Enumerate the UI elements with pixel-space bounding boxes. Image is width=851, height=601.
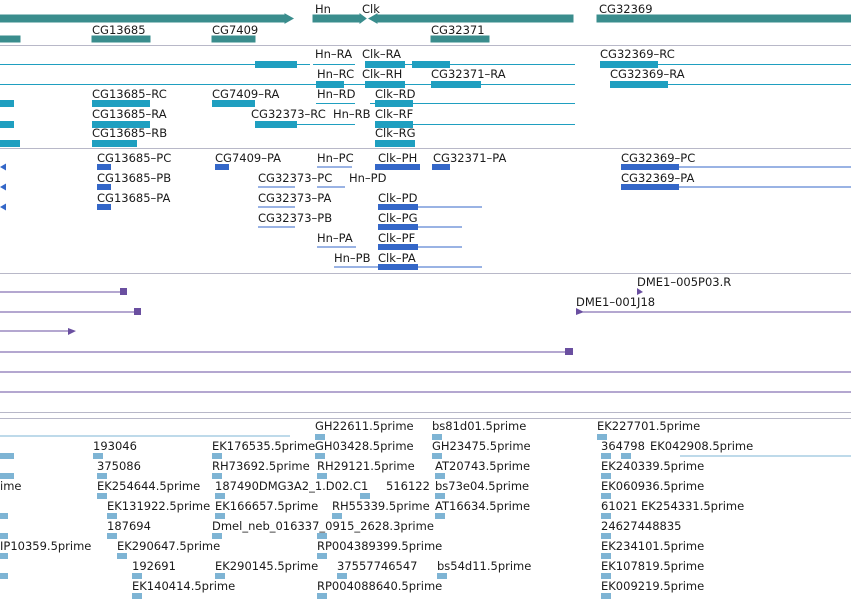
exon-block <box>0 121 14 128</box>
feature-label: 192691 <box>132 559 176 573</box>
exon-block <box>255 121 297 128</box>
feature-label: Hn–RA <box>315 47 353 61</box>
strand-arrow-icon <box>0 204 6 211</box>
feature-label: RH73692.5prime <box>212 459 310 473</box>
feature-label: EK060936.5prime <box>601 479 705 493</box>
feature-label: bs73e04.5prime <box>435 479 530 493</box>
feature-label: DME1–005P03.R <box>637 275 732 289</box>
feature-label: bs54d11.5prime <box>437 559 532 573</box>
feature-label: CG32373–PC <box>258 171 333 185</box>
feature-label: CG13685–PA <box>97 191 171 205</box>
feature-label: RP004088640.5prime <box>317 579 443 593</box>
feature-label: CG13685–PB <box>97 171 172 185</box>
feature-label: Hn–PA <box>317 231 353 245</box>
gene-feature[interactable] <box>0 15 285 22</box>
feature-label: Clk–RD <box>375 87 416 101</box>
est-block <box>132 593 142 599</box>
feature-label: EK254644.5prime <box>97 479 201 493</box>
feature-label: 193046 <box>93 439 137 453</box>
feature-label: GH03428.5prime <box>315 439 414 453</box>
clone-track[interactable] <box>0 288 851 392</box>
feature-label: 364798 <box>601 439 645 453</box>
feature-label: RP004389399.5prime <box>317 539 443 553</box>
clone-labels <box>576 275 731 309</box>
exon-block <box>375 100 413 107</box>
feature-label: AT20743.5prime <box>435 459 531 473</box>
feature-label: EK254331.5prime <box>641 499 745 513</box>
exon-block <box>610 81 668 88</box>
feature-label: Clk–RG <box>375 126 416 140</box>
feature-label: EK240339.5prime <box>601 459 705 473</box>
clone-end-marker <box>134 308 141 315</box>
est-block <box>97 493 107 499</box>
feature-label: GH22611.5prime <box>315 419 414 433</box>
feature-label: EK140414.5prime <box>132 579 236 593</box>
feature-label: Hn <box>315 2 331 16</box>
feature-label: Hn–RD <box>317 87 356 101</box>
feature-label: EK166657.5prime <box>215 499 319 513</box>
transcript-labels <box>92 47 685 140</box>
feature-label: Hn–PB <box>334 251 371 265</box>
feature-label: CG32369–PA <box>621 171 695 185</box>
gene-feature-cg32369[interactable] <box>597 15 851 22</box>
feature-label: Hn–PD <box>349 171 387 185</box>
est-block <box>0 553 8 559</box>
feature-label: RH55339.5prime <box>332 499 430 513</box>
exon-block <box>212 100 255 107</box>
est-block <box>317 553 327 559</box>
feature-label: CG13685–PC <box>97 151 172 165</box>
feature-label: CG32373–RC <box>251 107 326 121</box>
est-block <box>117 553 127 559</box>
clone-end-marker <box>68 328 76 335</box>
feature-label: CG32373–PB <box>258 211 333 225</box>
est-block <box>107 533 117 539</box>
feature-label: Hn–RB <box>333 107 371 121</box>
feature-label: CG13685 <box>92 23 146 37</box>
feature-label: CG13685–RB <box>92 126 168 140</box>
feature-label: CG7409–RA <box>212 87 280 101</box>
strand-arrow-icon <box>285 14 293 23</box>
feature-label: Hn–RC <box>317 67 355 81</box>
feature-label: EK290145.5prime <box>215 559 319 573</box>
feature-label: EK176535.5prime <box>212 439 316 453</box>
feature-label: Dmel_neb_016337_0915_2628.3prime <box>212 519 434 533</box>
feature-label: EK042908.5prime <box>650 439 754 453</box>
feature-label: AT16634.5prime <box>435 499 531 513</box>
feature-label: DME1–001J18 <box>576 295 656 309</box>
feature-label: 37557746547 <box>337 559 418 573</box>
est-block <box>0 453 14 459</box>
feature-label: CG13685–RA <box>92 107 167 121</box>
est-labels <box>0 419 753 593</box>
feature-label: RH29121.5prime <box>317 459 415 473</box>
exon-block <box>0 140 20 147</box>
feature-label: CG32371–PA <box>433 151 507 165</box>
feature-label: CG7409–PA <box>215 151 282 165</box>
feature-label: EK234101.5prime <box>601 539 705 553</box>
exon-block <box>0 100 14 107</box>
est-block <box>435 513 445 519</box>
feature-label: Clk–RA <box>362 47 402 61</box>
feature-label: 61021 <box>601 499 638 513</box>
feature-label: EK107819.5prime <box>601 559 705 573</box>
strand-arrow-icon <box>0 184 6 191</box>
clone-end-marker <box>637 288 643 295</box>
feature-label: Clk–PH <box>378 151 418 165</box>
feature-label: 24627448835 <box>601 519 682 533</box>
feature-label: CG32369–RA <box>610 67 685 81</box>
feature-label: CG7409 <box>212 23 259 37</box>
feature-label: CG32371–RA <box>431 67 506 81</box>
feature-label: EK131922.5prime <box>107 499 211 513</box>
feature-label: 516122 <box>386 479 430 493</box>
exon-block <box>255 61 297 68</box>
clone-end-marker <box>576 308 584 315</box>
feature-label: EK227701.5prime <box>597 419 701 433</box>
feature-label: 375086 <box>97 459 141 473</box>
est-block <box>317 593 327 599</box>
clone-end-marker <box>120 288 127 295</box>
feature-label: CG32371 <box>431 23 485 37</box>
feature-label: CG13685–RC <box>92 87 167 101</box>
feature-label: IP10359.5prime <box>0 539 92 553</box>
feature-label: Clk–PD <box>378 191 418 205</box>
exon-block <box>92 140 137 147</box>
clone-end-marker <box>565 348 573 355</box>
est-block <box>601 593 611 599</box>
exon-block <box>92 100 150 107</box>
feature-label: Clk–PA <box>378 251 416 265</box>
est-block <box>0 513 8 519</box>
exon-block <box>431 81 481 88</box>
gene-feature-clk[interactable] <box>377 15 573 22</box>
feature-label: ime <box>0 479 22 493</box>
feature-label: 187490DMG3A2_1.D02.C1 <box>215 479 369 493</box>
est-block <box>0 573 8 579</box>
feature-label: CG32373–PA <box>258 191 332 205</box>
feature-label: Clk–PG <box>378 211 418 225</box>
feature-label: 187694 <box>107 519 151 533</box>
feature-label: Clk–RH <box>362 67 403 81</box>
gene-feature-hn[interactable] <box>313 15 360 22</box>
feature-label: Clk–PF <box>378 231 416 245</box>
feature-label: bs81d01.5prime <box>432 419 527 433</box>
exon-block <box>375 140 415 147</box>
feature-label: CG32369–RC <box>600 47 675 61</box>
feature-label: Hn–PC <box>317 151 354 165</box>
strand-arrow-icon <box>0 164 6 171</box>
feature-label: EK290647.5prime <box>117 539 221 553</box>
feature-label: CG32369 <box>599 2 653 16</box>
feature-label: CG32369–PC <box>621 151 696 165</box>
feature-label: EK009219.5prime <box>601 579 705 593</box>
feature-label: Clk–RF <box>375 107 414 121</box>
feature-label: GH23475.5prime <box>432 439 531 453</box>
gene-feature[interactable] <box>0 36 20 42</box>
feature-label: Clk <box>362 2 380 16</box>
